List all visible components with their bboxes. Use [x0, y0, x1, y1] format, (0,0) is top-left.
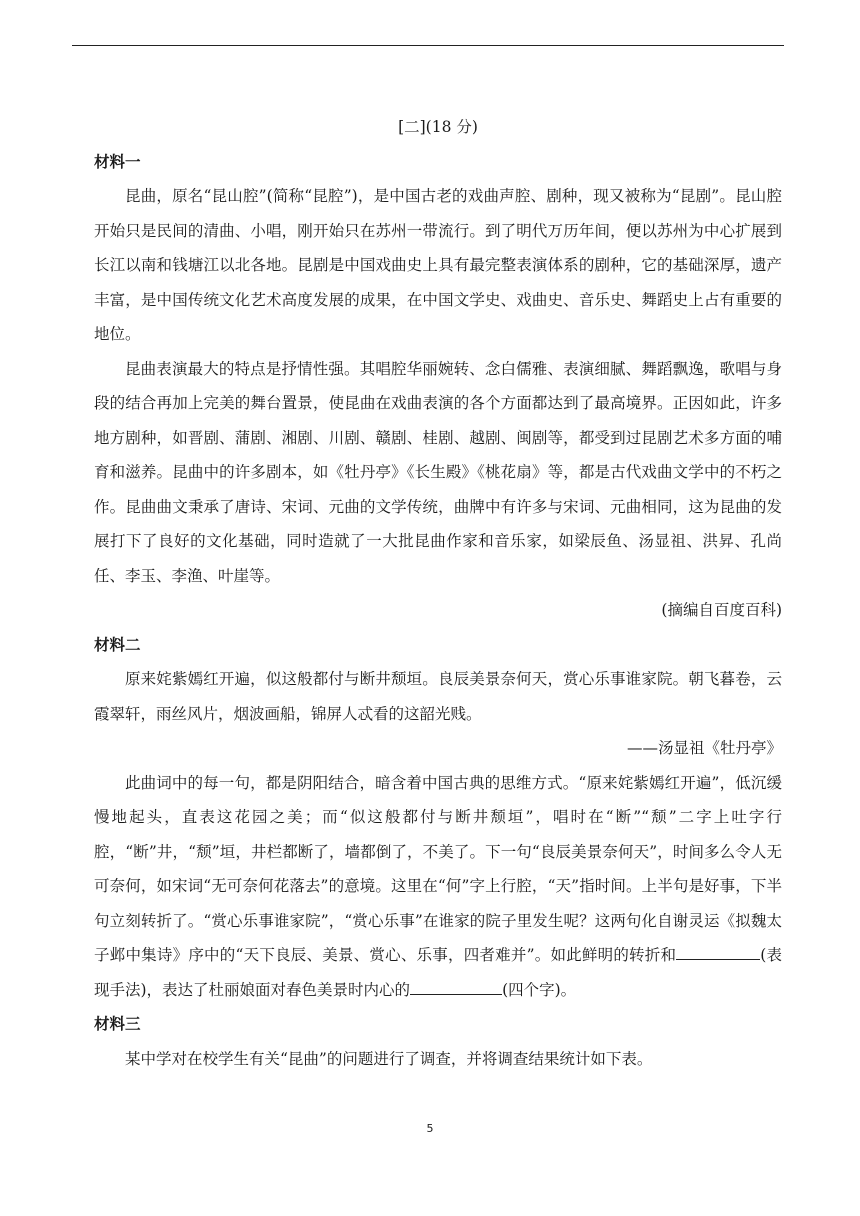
material3-heading: 材料三: [94, 1015, 141, 1033]
analysis-text-1: 此曲词中的每一句，都是阴阳结合，暗含着中国古典的思维方式。“原来姹紫嫣红开遍”，低沉缓慢地起头，直表这花园之美；而“似这般都付与断井颓垣”，唱时在“断”“颓”二字上吐字行腔，“断”井，“颓”垣，井栏都断了，墙都倒了，不美了。下一句“良辰美景奈何天”，时间多么令人无可奈何，如宋词“无可奈何花落去”的意境。这里在“何”字上行腔，“天”指时间。上半句是好事，下半句立刻转折了。“赏心乐事谁家院”，“赏心乐事”在谁家的院子里发生呢？这两句化自谢灵运《拟魏太子邺中集诗》序中的“天下良辰、美景、赏心、乐事，四者难并”。如此鲜明的转折和: [94, 773, 782, 964]
page-number: 5: [426, 1122, 434, 1135]
analysis-text-3: (四个字)。: [502, 980, 577, 999]
answer-blank-technique[interactable]: [676, 958, 760, 960]
material1-paragraph-1: 昆曲，原名“昆山腔”(简称“昆腔”)，是中国古老的戏曲声腔、剧种，现又被称为“昆剧”。昆山腔开始只是民间的清曲、小唱，刚开始只在苏州一带流行。到了明代万历年间，便以苏州为中心扩展到长江以南和钱塘江以北各地。昆剧是中国戏曲史上具有最完整表演体系的剧种，它的基础深厚，遗产丰富，是中国传统文化艺术高度发展的成果，在中国文学史、戏曲史、音乐史、舞蹈史上占有重要的地位。: [94, 187, 782, 343]
answer-blank-feeling[interactable]: [410, 993, 502, 995]
material1-source: (摘编自百度百科): [661, 601, 782, 619]
material1-paragraph-2: 昆曲表演最大的特点是抒情性强。其唱腔华丽婉转、念白儒雅、表演细腻、舞蹈飘逸，歌唱与身段的结合再加上完美的舞台置景，使昆曲在戏曲表演的各个方面都达到了最高境界。正因如此，许多地方剧种，如晋剧、蒲剧、湘剧、川剧、赣剧、桂剧、越剧、闽剧等，都受到过昆剧艺术多方面的哺育和滋养。昆曲中的许多剧本，如《牡丹亭》《长生殿》《桃花扇》等，都是古代戏曲文学中的不朽之作。昆曲曲文秉承了唐诗、宋词、元曲的文学传统，曲牌中有许多与宋词、元曲相同，这为昆曲的发展打下了良好的文化基础，同时造就了一大批昆曲作家和音乐家，如梁辰鱼、汤显祖、洪昇、孔尚任、李玉、李渔、叶崖等。: [94, 359, 782, 585]
section-title: [二](18 分): [398, 118, 478, 136]
material1-heading: 材料一: [94, 152, 141, 171]
material2-quote: 原来姹紫嫣红开遍，似这般都付与断井颓垣。良辰美景奈何天，赏心乐事谁家院。朝飞暮卷，云霞翠轩，雨丝风片，烟波画船，锦屏人忒看的这韶光贱。: [94, 670, 782, 723]
material2-attribution: ——汤显祖《牡丹亭》: [626, 739, 782, 757]
page-content: [94, 110, 782, 1076]
material2-heading: 材料二: [94, 635, 141, 654]
material3-paragraph-1: 某中学对在校学生有关“昆曲”的问题进行了调查，并将调查结果统计如下表。: [125, 1049, 653, 1068]
analysis-text-2: (表现手法)，表达了杜丽娘面对春色美景时内心的: [94, 946, 782, 999]
material2-analysis: [94, 766, 782, 1008]
header-rule: [72, 45, 784, 46]
